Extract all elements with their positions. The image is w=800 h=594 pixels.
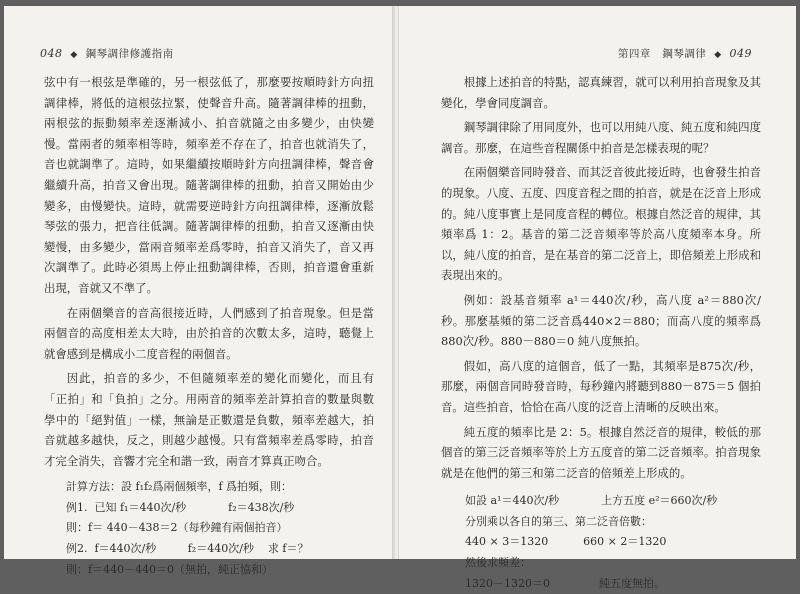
book-title: 鋼琴調律修護指南	[85, 48, 174, 60]
chapter-label: 第四章	[617, 48, 651, 60]
paragraph: 弦中有一根弦是準確的，另一根弦低了，那麼要按順時針方向扭調律棒，將低的這根弦拉緊，使聲音升高。隨著調律棒的扭動，兩根弦的振動頻率差逐漸減小、拍音就隨之由多變少，由快變慢。當兩者的頻率相等時，頻率差不存在了，拍音也就消失了，音也就調準了。這時，如果繼續按順時針方向扭調律棒，聲音會繼續升高，拍音又會出現。隨著調律棒的扭動，拍音又開始由少變多，由慢變快。這時，就需要逆時針方向扭調律棒，逐漸放鬆琴弦的張力，把音往低調。隨著調律棒的扭動，拍音又逐漸由快變慢，由多變少，當兩音頻率差爲零時，拍音又消失了，音又再次調準了。此時必須馬上停止扭動調律棒，否則，拍音還會重新出現，音就又不準了。	[44, 75, 374, 295]
right-running-head	[618, 46, 752, 61]
paragraph: 鋼琴調律除了用同度外，也可以用純八度、純五度和純四度調音。那麼，在這些音程關係中拍音是怎樣表現的呢？	[441, 120, 761, 155]
diamond-ornament-icon: ◆	[70, 50, 78, 60]
calculation-line: 1320－1320＝0 純五度無拍。	[465, 576, 665, 590]
paragraph: 假如，高八度的這個音，低了一點，其頻率是875次/秒，那麼，兩個音同時發音時，每秒鐘內將聽到880－875＝5 個拍音。這些拍音，恰恰在高八度的泛音上清晰的反映出來。	[441, 358, 761, 414]
calculation-line: 例2. f＝440次/秒 f₂＝440次/秒 求 f＝？	[66, 542, 309, 556]
paragraph: 純五度的頻率比是 2：5。根據自然泛音的規律，較低的那個音的第三泛音頻率等於上方五度音的第二泛音頻率。拍音現象就是在他們的第三和第二泛音的倍頻差上形成的。	[441, 424, 761, 480]
paragraph: 根據上述拍音的特點，認真練習，就可以利用拍音現象及其變化，學會同度調音。	[441, 75, 761, 110]
right-page	[398, 6, 796, 590]
paragraph: 在兩個樂音的音高很接近時，人們感到了拍音現象。但是當兩個音的高度相差太大時，由於拍音的次數太多，這時，聽覺上就會感到是構成小二度音程的兩個音。	[44, 305, 374, 361]
calculation-line: 然後求頻差：	[465, 556, 531, 570]
chapter-title: 鋼琴調律	[662, 48, 707, 60]
left-running-head	[40, 46, 174, 61]
calculation-block	[465, 491, 761, 594]
left-body-text	[44, 72, 374, 580]
right-body-text	[441, 72, 761, 594]
calculation-line: 例1. 已知 f₁＝440次/秒 f₂＝438次/秒	[66, 500, 295, 514]
calculation-line: 如設 a¹＝440次/秒 上方五度 e²＝660次/秒	[465, 494, 718, 508]
calculation-line: 440 × 3＝1320 660 × 2＝1320	[465, 535, 667, 549]
paragraph: 因此，拍音的多少，不但隨頻率差的變化而變化，而且有「正拍」和「負拍」之分。用兩音的頻率差計算拍音的數量與數學中的「絕對值」一樣，無論是正數還是負數，頻率差越大，拍音就越多越快，反之，則越少越慢。只有當頻率差爲零時，拍音才完全消失，音響才完全和諧一致，兩音才算真正吻合。	[44, 371, 374, 468]
calculation-line: 則：f＝440－440＝0（無拍，純正協和）	[66, 562, 274, 576]
paragraph: 在兩個樂音同時發音、而其泛音彼此接近時，也會發生拍音的現象。八度、五度、四度音程之間的拍音，就是在泛音上形成的。純八度事實上是同度音程的轉位。根據自然泛音的規律，其頻率爲 1：2。基音的第二泛音頻率等於高八度頻率本身。所以，純八度的拍音，是在基音的第二泛音上，即倍頻差上形成和表現出來的。	[441, 165, 761, 283]
left-page	[4, 6, 396, 576]
calculation-line: 分別乘以各自的第三、第二泛音倍數：	[465, 514, 652, 528]
paragraph: 例如：設基音頻率 a¹＝440次/秒，高八度 a²＝880次/秒。那麼基頻的第二泛音爲440×2＝880；而高八度的頻率爲880次/秒。880－880＝0 純八度無拍。	[441, 292, 761, 349]
right-page-number: 049	[729, 47, 752, 60]
left-page-number: 048	[40, 47, 63, 60]
diamond-ornament-icon: ◆	[714, 50, 722, 60]
calculation-line: 則：f＝ 440－438＝2（每秒鐘有兩個拍音）	[66, 521, 288, 535]
calculation-line: 計算方法：設 f₁f₂爲兩個頻率，f 爲拍頻，則：	[66, 480, 293, 494]
calculation-block	[66, 477, 374, 580]
